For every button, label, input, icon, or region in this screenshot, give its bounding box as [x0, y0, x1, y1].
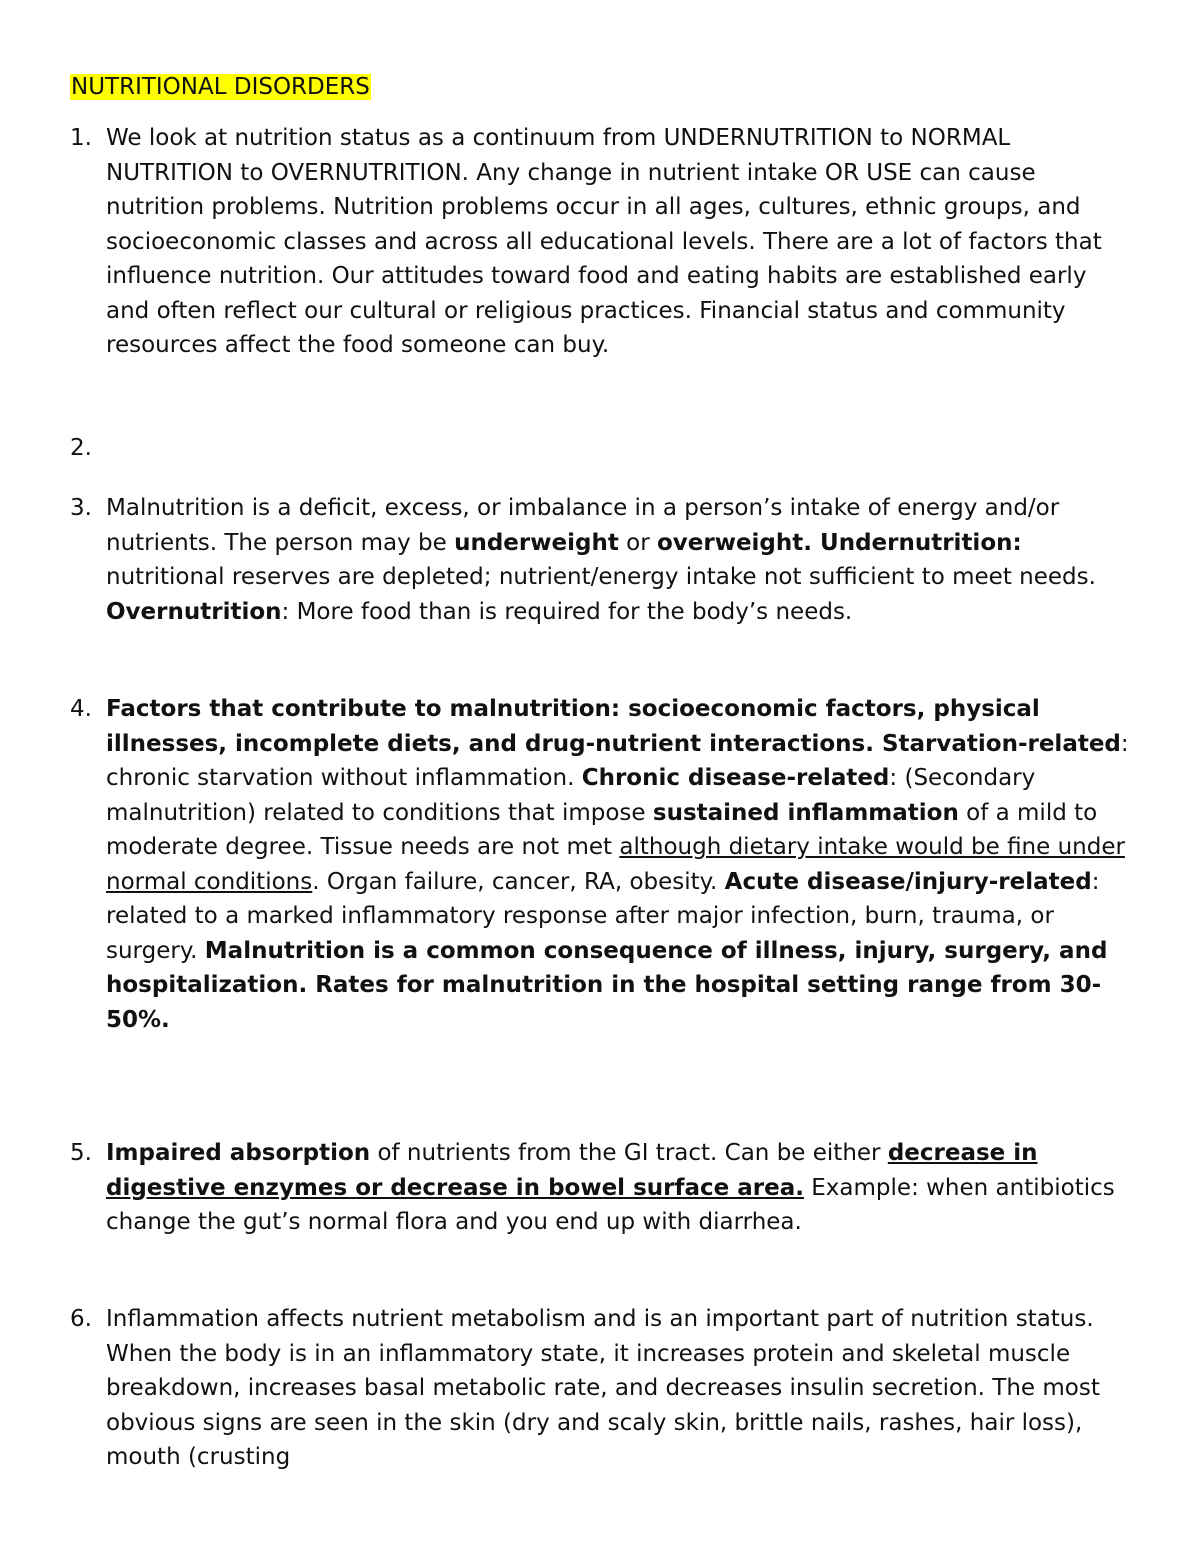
list-item — [70, 692, 1130, 1037]
bold-text: underweight — [454, 529, 619, 556]
paragraph-text: Example: when antibiotics change the gut’s normal flora and you end up with diarrhea. — [106, 1174, 1115, 1235]
list-item — [70, 491, 1130, 629]
paragraph-text: We look at nutrition status as a continuum from UNDERNUTRITION to NORMAL NUTRITION to OVERNUTRITION. Any change in nutrient intake OR USE can cause nutrition problems. Nutrition problems occur in all ages, cultures, ethnic groups, and socioeconomic classes and across all educational levels. There are a lot of factors that influence nutrition. Our attitudes toward food and eating habits are established early and often reflect our cultural or religious practices. Financial status and community resources affect the food someone can buy. — [106, 125, 1102, 358]
item-number: 5. — [70, 1140, 92, 1166]
bold-text: Overnutrition — [106, 598, 282, 625]
list-item — [70, 1302, 1130, 1475]
item-body — [106, 1302, 1130, 1475]
bold-text: Chronic disease-related — [581, 765, 890, 791]
item-number: 6. — [70, 1306, 92, 1332]
paragraph-text: of a mild to moderate degree. Tissue needs are not met — [106, 799, 1098, 860]
paragraph-text: : related to a marked inflammatory response after major infection, burn, trauma, or surgery. — [106, 868, 1100, 964]
item-number: 3. — [70, 495, 92, 521]
bold-text: Impaired absorption — [106, 1140, 371, 1166]
paragraph-text: : (Secondary malnutrition) related to conditions that impose — [106, 765, 1036, 826]
document-title — [70, 72, 371, 102]
paragraph-text: Inflammation affects nutrient metabolism and is an important part of nutrition status. When the body is in an inflammatory state, it increases protein and skeletal muscle breakdown, increases basal metabolic rate, and decreases insulin secretion. The most obvious signs are seen in the skin (dry and scaly skin, brittle nails, rashes, hair loss), mouth (crusting — [106, 1306, 1100, 1470]
paragraph-text: : More food than is required for the body’s needs. — [281, 598, 853, 625]
item-body — [106, 121, 1130, 363]
item-body — [106, 692, 1130, 1037]
paragraph-text: Malnutrition is a deficit, excess, or imbalance in a person’s intake of energy and/or nutrients. The person may be — [106, 495, 1060, 556]
paragraph-text: nutritional reserves are depleted; nutrient/energy intake not sufficient to meet needs. — [106, 564, 1096, 590]
paragraph-text: of nutrients from the GI tract. Can be either — [370, 1140, 888, 1166]
bold-text: decrease in digestive enzymes or decrease in bowel surface area. — [106, 1140, 1038, 1201]
title-highlight: NUTRITIONAL DISORDERS — [71, 74, 370, 100]
underlined-text: although dietary intake would be fine under normal conditions — [106, 834, 1125, 895]
bold-text: Factors that contribute to malnutrition: socioeconomic factors, physical illnesses, incomplete diets, and drug-nutrient interactions. Starvation-related — [106, 696, 1121, 757]
paragraph-text: or — [618, 529, 657, 556]
bold-text: overweight. Undernutrition: — [656, 529, 1022, 556]
paragraph-text: : chronic starvation without inflammation. — [106, 730, 1129, 791]
bold-text: Acute disease/injury-related — [724, 868, 1092, 895]
paragraph-text: . Organ failure, cancer, RA, obesity. — [312, 868, 725, 895]
bold-text: Malnutrition is a common consequence of illness, injury, surgery, and hospitalization. Rates for malnutrition in the hospital setting range from 30-50%. — [106, 937, 1108, 1033]
item-number: 4. — [70, 696, 92, 722]
bold-text: sustained inflammation — [652, 799, 959, 826]
item-body — [106, 1136, 1130, 1240]
list-item — [70, 121, 1130, 363]
list-item — [70, 1136, 1130, 1240]
item-number: 1. — [70, 125, 92, 151]
item-number: 2. — [70, 435, 92, 461]
item-body — [106, 491, 1130, 629]
